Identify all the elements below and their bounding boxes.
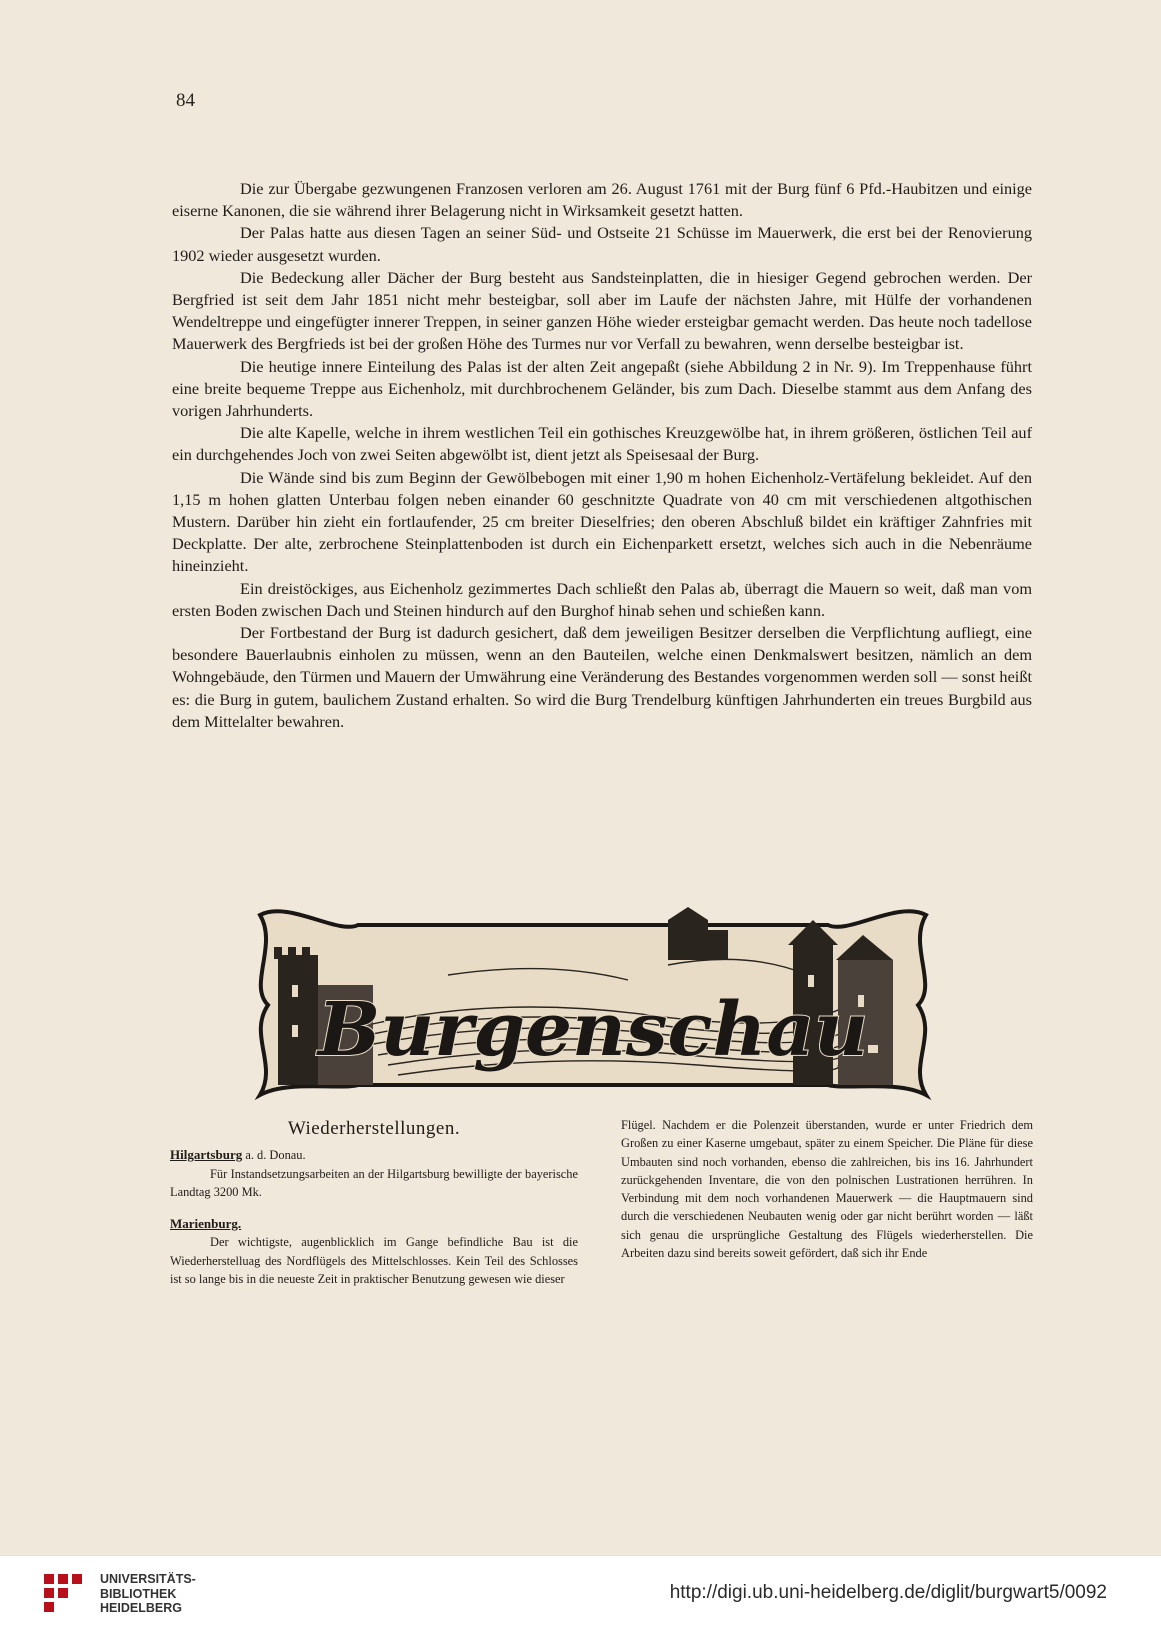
library-name-line: HEIDELBERG bbox=[100, 1601, 182, 1615]
right-column bbox=[621, 1116, 1033, 1262]
marienburg-name: Marienburg. bbox=[170, 1216, 242, 1232]
marienburg-text: Der wichtigste, augenblicklich im Gange befindliche Bau ist die Wiederherstelluag des Nordflügels des Mittelschlosses. Kein Teil des Schlosses ist so lange bis in die neueste Zeit in praktischer Benutzung gewesen wie dieser bbox=[170, 1235, 578, 1287]
footer-bar bbox=[0, 1555, 1161, 1634]
hilgartsburg-name: Hilgartsburg bbox=[170, 1147, 243, 1163]
library-name-line: UNIVERSITÄTS- bbox=[100, 1572, 196, 1586]
banner-title: Burgenschau bbox=[317, 987, 869, 1073]
library-logo-icon bbox=[40, 1570, 90, 1620]
paragraph: Die Bedeckung aller Dächer der Burg besteht aus Sandsteinplatten, die in hiesiger Gegend gebrochen werden. Der Bergfried ist seit dem Jahr 1851 nicht mehr besteigbar, soll aber im Laufe der nächsten Jahre, mit Hülfe der vorhandenen Wendeltreppe und eingefügter innerer Treppen, in seiner ganzen Höhe wieder ersteigbar gemacht werden. Das heute noch tadellose Mauerwerk des Bergfrieds ist bei der großen Höhe des Turmes nur vor Verfall zu bewahren, wenn derselbe besteigbar ist. bbox=[172, 267, 1032, 354]
paragraph: Die zur Übergabe gezwungenen Franzosen verloren am 26. August 1761 mit der Burg fünf 6 Pfd.-Haubitzen und einige eiserne Kanonen, die sie während ihrer Belagerung nicht in Wirksamkeit gesetzt hatten. bbox=[172, 179, 1032, 221]
paragraph: Die alte Kapelle, welche in ihrem westlichen Teil ein gothisches Kreuzgewölbe hat, in ihrem größeren, östlichen Teil auf ein durchgehendes Joch von zwei Seiten abgewölbt ist, dient jetzt als Speisesaal der Burg. bbox=[172, 423, 1032, 465]
burgenschau-banner bbox=[248, 905, 938, 1105]
hilgartsburg-location: a. d. Donau. bbox=[245, 1148, 306, 1163]
paragraph: Die Wände sind bis zum Beginn der Gewölbebogen mit einer 1,90 m hohen Eichenholz-Vertäfelung bekleidet. Auf den 1,15 m hohen glatten Unterbau folgen neben einander 60 geschnitzte Quadrate von 40 cm mit verschiedenen altgothischen Mustern. Darüber hin zieht ein fortlaufender, 25 cm breiter Dieselfries; den oberen Abschluß bildet ein kräftiger Zahnfries mit Deckplatte. Der alte, zerbrochene Steinplattenboden ist durch ein Eichenparkett ersetzt, welches sich auch in die Nebenräume hineinzieht. bbox=[172, 467, 1032, 576]
marienburg-heading bbox=[170, 1215, 578, 1233]
banner-illustration bbox=[248, 905, 938, 1105]
library-name-line: BIBLIOTHEK bbox=[100, 1586, 177, 1601]
section-heading: Wiederherstellungen. bbox=[287, 1118, 461, 1139]
hilgartsburg-heading bbox=[170, 1146, 578, 1164]
castle-distant bbox=[668, 907, 728, 960]
paragraph: Ein dreistöckiges, aus Eichenholz gezimmertes Dach schließt den Palas ab, überragt die Mauern so weit, daß man vom ersten Boden zwischen Dach und Steinen hindurch auf den Burghof hinab sehen und schießen kann. bbox=[172, 578, 1032, 620]
paragraph: Der Palas hatte aus diesen Tagen an seiner Süd- und Ostseite 21 Schüsse im Mauerwerk, die erst bei der Renovierung 1902 wieder ausgesetzt wurden. bbox=[172, 223, 1032, 265]
hilgartsburg-text: Für Instandsetzungsarbeiten an der Hilgartsburg bewilligte der bayerische Landtag 3200 Mk. bbox=[170, 1166, 578, 1199]
left-column bbox=[170, 1120, 578, 1288]
source-url-link[interactable]: http://digi.ub.uni-heidelberg.de/diglit/burgwart5/0092 bbox=[669, 1582, 1107, 1603]
paragraph: Die heutige innere Einteilung des Palas ist der alten Zeit angepaßt (siehe Abbildung 2 in Nr. 9). Im Treppenhause führt eine breite bequeme Treppe aus Eichenholz, mit durchbrochenem Geländer, bis zum Dach. Dieselbe stammt aus dem Anfang des vorigen Jahrhunderts. bbox=[172, 356, 1032, 421]
page-number: 84 bbox=[176, 90, 195, 111]
main-article-text bbox=[172, 178, 1032, 733]
library-name bbox=[100, 1572, 196, 1616]
right-column-text: Flügel. Nachdem er die Polenzeit überstanden, wurde er unter Friedrich dem Großen zu einer Kaserne umgebaut, später zu einem Speicher. Die Pläne für diese Umbauten sind noch vorhanden, ebenso die zahlreichen, bis ins 16. Jahrhundert zurückgehenden Inventare, die von den polnischen Lustrationen herrühren. In Verbindung mit dem noch vorhandenen Mauerwerk — die Hauptmauern sind durch die verschiedenen Neubauten wenig oder gar nicht berührt worden — läßt sich genau die ursprüngliche Gestaltung des Flügels wiederherstellen. Die Arbeiten dazu sind bereits soweit gefördert, daß sich ihr Ende bbox=[621, 1118, 1033, 1261]
paragraph: Der Fortbestand der Burg ist dadurch gesichert, daß dem jeweiligen Besitzer derselben die Verpflichtung aufliegt, eine besondere Bauerlaubnis einholen zu müssen, wenn an den Bauteilen, welche einen Denkmalswert besitzen, nämlich an dem Wohngebäude, den Türmen und Mauern der Umwährung eine Veränderung des Bestandes vorgenommen werden soll — sonst heißt es: die Burg in gutem, baulichem Zustand erhalten. So wird die Burg Trendelburg künftigen Jahrhunderten ein treues Burgbild aus dem Mittelalter bewahren. bbox=[172, 623, 1032, 731]
